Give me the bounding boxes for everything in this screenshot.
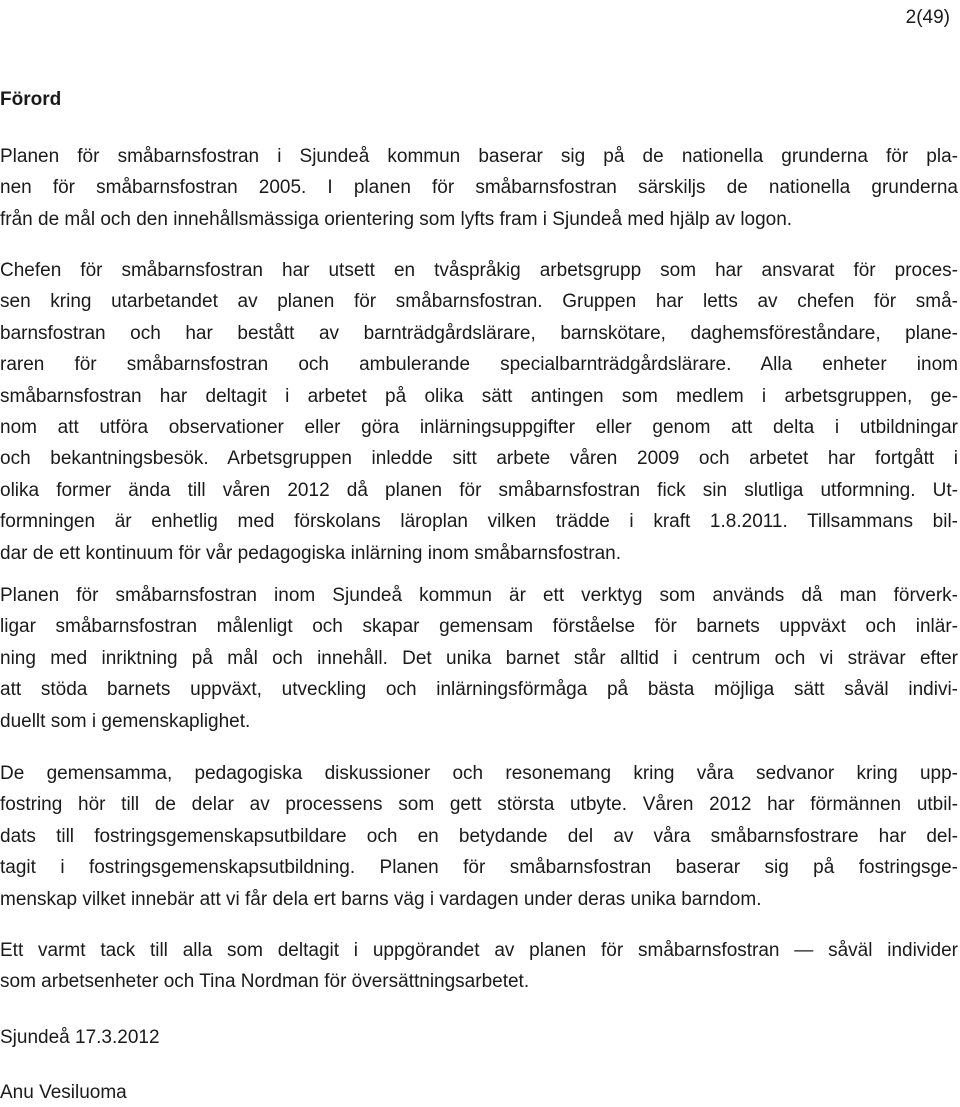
paragraph-plan-tool bbox=[0, 580, 958, 737]
text-line: raren för småbarnsfostran och ambulerande specialbarnträdgårdslärare. Alla enheter inom bbox=[0, 354, 958, 376]
text-line: från de mål och den innehållsmässiga orientering som lyfts fram i Sjundeå med hjälp av logon. bbox=[0, 208, 793, 230]
text-line: ligar småbarnsfostran målenligt och skapar gemensam förståelse för barnets uppväxt och inlär- bbox=[0, 616, 958, 638]
text-line: dar de ett kontinuum för vår pedagogiska inlärning inom småbarnsfostran. bbox=[0, 542, 622, 564]
text-line: som arbetsenheter och Tina Nordman för översättningsarbetet. bbox=[0, 971, 530, 993]
text-line: småbarnsfostran har deltagit i arbetet på olika sätt antingen som medlem i arbetsgruppen, ge- bbox=[0, 385, 958, 407]
text-line: Ett varmt tack till alla som deltagit i uppgörandet av planen för småbarnsfostran — såväl individer bbox=[0, 940, 958, 961]
signature-place-date: Sjundeå 17.3.2012 bbox=[0, 1027, 160, 1048]
page-title: Förord bbox=[0, 89, 62, 110]
text-line: De gemensamma, pedagogiska diskussioner och resonemang kring våra sedvanor kring upp- bbox=[0, 763, 958, 784]
paragraph-working-group bbox=[0, 255, 958, 569]
text-line: att stöda barnets uppväxt, utveckling och inlärningsförmåga på bästa möjliga sätt såväl indivi- bbox=[0, 679, 958, 701]
paragraph-thanks bbox=[0, 935, 958, 998]
text-line: tagit i fostringsgemenskapsutbildning. Planen för småbarnsfostran baserar sig på fostringsge- bbox=[0, 857, 958, 879]
text-line: fostring hör till de delar av processens som gett största utbyte. Våren 2012 har förmännen utbil- bbox=[0, 794, 958, 816]
paragraph-intro bbox=[0, 141, 958, 235]
text-line: Planen för småbarnsfostran i Sjundeå kommun baserar sig på de nationella grunderna för pla- bbox=[0, 146, 958, 167]
text-line: nom att utföra observationer eller göra inlärningsuppgifter eller genom att delta i utbildningar bbox=[0, 417, 958, 439]
text-line: duellt som i gemenskaplighet. bbox=[0, 710, 251, 732]
text-line: nen för småbarnsfostran 2005. I planen för småbarnsfostran särskiljs de nationella grunderna bbox=[0, 177, 958, 199]
page-number: 2(49) bbox=[905, 7, 950, 28]
text-line: dats till fostringsgemenskapsutbildare och en betydande del av våra småbarnsfostrare har del- bbox=[0, 825, 958, 847]
signature-name: Anu Vesiluoma bbox=[0, 1082, 127, 1103]
text-line: Planen för småbarnsfostran inom Sjundeå kommun är ett verktyg som används då man förverk- bbox=[0, 585, 958, 606]
text-line: barnsfostran och har bestått av barnträdgårdslärare, barnskötare, daghemsföreståndare, plane- bbox=[0, 322, 958, 344]
text-line: Chefen för småbarnsfostran har utsett en tvåspråkig arbetsgrupp som har ansvarat för proces- bbox=[0, 260, 958, 281]
text-line: formningen är enhetlig med förskolans läroplan vilken trädde i kraft 1.8.2011. Tillsammans bil- bbox=[0, 511, 958, 533]
paragraph-discussions bbox=[0, 758, 958, 915]
text-line: sen kring utarbetandet av planen för småbarnsfostran. Gruppen har letts av chefen för små- bbox=[0, 291, 958, 313]
text-line: och bekantningsbesök. Arbetsgruppen inledde sitt arbete våren 2009 och arbetet har fortgått i bbox=[0, 448, 958, 470]
text-line: olika former ända till våren 2012 då planen för småbarnsfostran fick sin slutliga utformning. Ut- bbox=[0, 479, 958, 501]
text-line: menskap vilket innebär att vi får dela ert barns väg i vardagen under deras unika barndom. bbox=[0, 888, 762, 910]
text-line: ning med inriktning på mål och innehåll. Det unika barnet står alltid i centrum och vi strävar efter bbox=[0, 647, 958, 669]
